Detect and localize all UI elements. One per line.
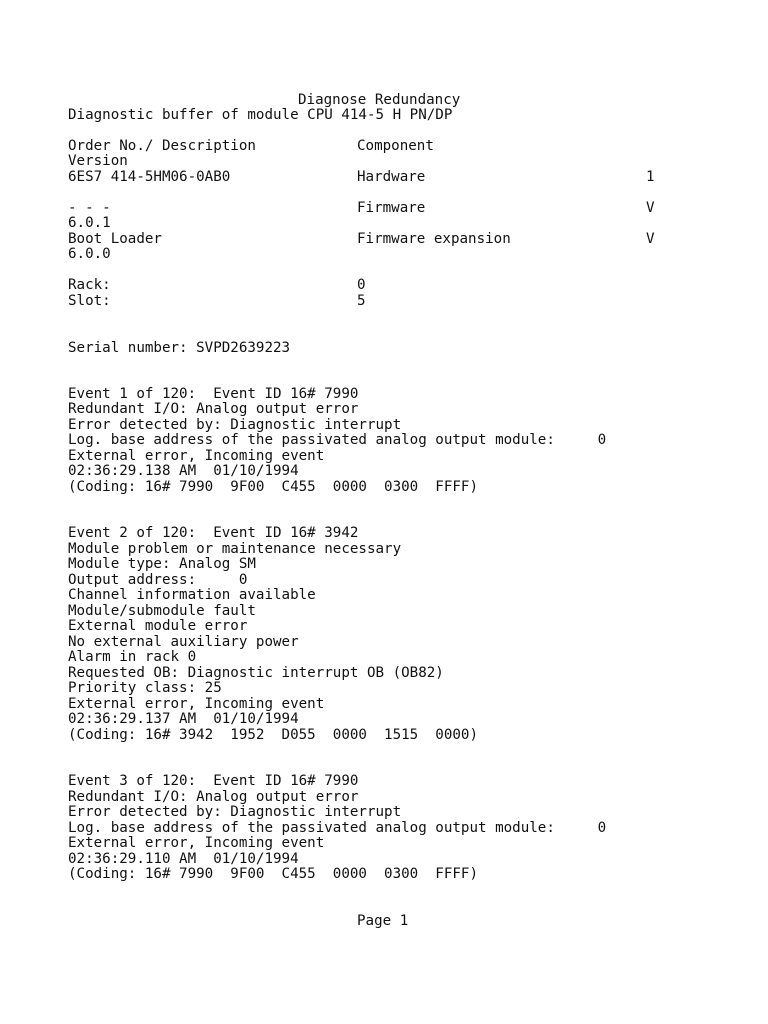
event-line: External error, Incoming event [68, 448, 325, 464]
header-version: Version [68, 153, 128, 169]
event-line: No external auxiliary power [68, 634, 299, 650]
event-line: Log. base address of the passivated analog output module: 0 [68, 820, 607, 836]
event-line: 02:36:29.138 AM 01/10/1994 [68, 463, 299, 479]
event-line: Channel information available [68, 587, 316, 603]
header-component: Component [357, 138, 434, 154]
report-title: Diagnose Redundancy [298, 92, 461, 108]
event-line: Alarm in rack 0 [68, 649, 197, 665]
event-line: Output address: 0 [68, 572, 248, 588]
serial-number: Serial number: SVPD2639223 [68, 340, 291, 356]
row-firmware-component: Firmware [357, 200, 426, 216]
event-line: Requested OB: Diagnostic interrupt OB (OB82) [68, 665, 444, 681]
rack-value: 0 [357, 277, 366, 293]
event-line: (Coding: 16# 3942 1952 D055 0000 1515 0000) [68, 727, 478, 743]
event-line: Event 3 of 120: Event ID 16# 7990 [68, 773, 359, 789]
slot-label: Slot: [68, 293, 111, 309]
row-bootloader-version: 6.0.0 [68, 246, 111, 262]
event-line: External error, Incoming event [68, 696, 325, 712]
row-firmware-order: - - - [68, 200, 111, 216]
event-line: Redundant I/O: Analog output error [68, 401, 359, 417]
event-line: Event 2 of 120: Event ID 16# 3942 [68, 525, 359, 541]
row-bootloader-component: Firmware expansion [357, 231, 511, 247]
rack-label: Rack: [68, 277, 111, 293]
event-line: External module error [68, 618, 248, 634]
row-bootloader-version-cut: V [646, 231, 655, 247]
event-line: Event 1 of 120: Event ID 16# 7990 [68, 386, 359, 402]
event-line: (Coding: 16# 7990 9F00 C455 0000 0300 FFFF) [68, 866, 478, 882]
row-hardware-component: Hardware [357, 169, 426, 185]
event-line: Log. base address of the passivated analog output module: 0 [68, 432, 607, 448]
report-subtitle: Diagnostic buffer of module CPU 414-5 H PN/DP [68, 107, 453, 123]
row-firmware-version: 6.0.1 [68, 215, 111, 231]
header-order-description: Order No./ Description [68, 138, 256, 154]
page-number: Page 1 [357, 913, 409, 929]
event-line: 02:36:29.110 AM 01/10/1994 [68, 851, 299, 867]
event-line: External error, Incoming event [68, 835, 325, 851]
event-line: Redundant I/O: Analog output error [68, 789, 359, 805]
event-line: Module problem or maintenance necessary [68, 541, 402, 557]
row-firmware-version-cut: V [646, 200, 655, 216]
row-hardware-version-cut: 1 [646, 169, 655, 185]
row-hardware-order: 6ES7 414-5HM06-0AB0 [68, 169, 231, 185]
event-line: (Coding: 16# 7990 9F00 C455 0000 0300 FFFF) [68, 479, 478, 495]
event-line: Module/submodule fault [68, 603, 256, 619]
event-line: Error detected by: Diagnostic interrupt [68, 417, 402, 433]
event-line: Priority class: 25 [68, 680, 222, 696]
slot-value: 5 [357, 293, 366, 309]
event-line: Error detected by: Diagnostic interrupt [68, 804, 402, 820]
event-line: Module type: Analog SM [68, 556, 256, 572]
row-bootloader-order: Boot Loader [68, 231, 162, 247]
event-line: 02:36:29.137 AM 01/10/1994 [68, 711, 299, 727]
